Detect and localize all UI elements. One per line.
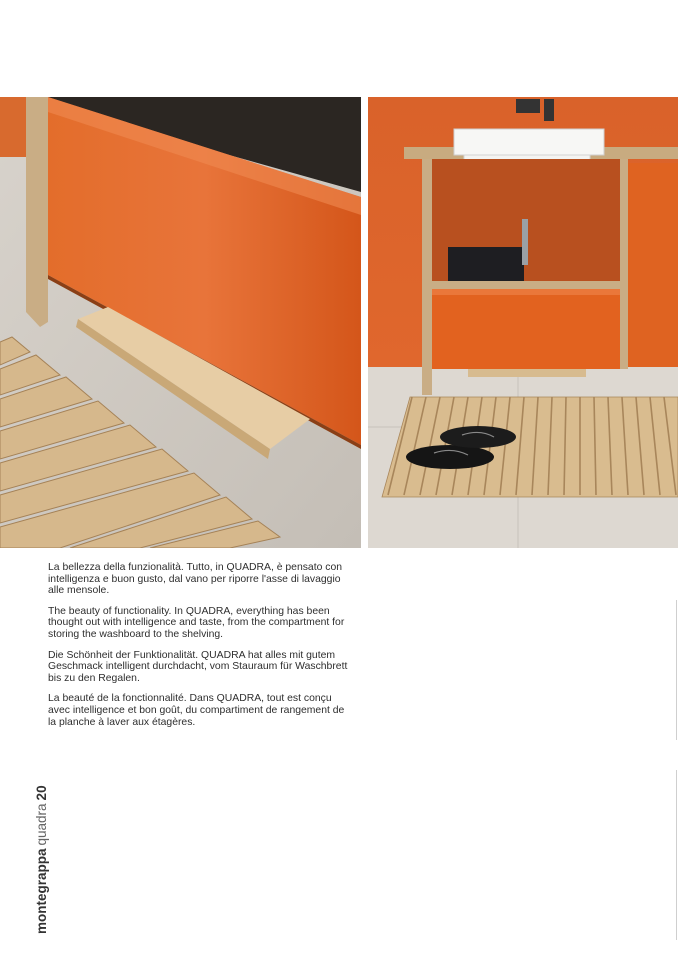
page-edge-line bbox=[676, 770, 677, 940]
paragraph-german: Die Schönheit der Funktionalität. QUADRA hat alles mit gutem Geschmack intelligent durchdacht, vom Stauraum für Waschbrett bis zu den Regalen. bbox=[48, 649, 348, 684]
photo-bathroom-cabinet bbox=[368, 97, 678, 548]
page-footer-label bbox=[34, 785, 49, 934]
paragraph-french: La beauté de la fonctionnalité. Dans QUADRA, tout est conçu avec intelligence et bon goût, du compartiment de rangement de la planche à laver aux étagères. bbox=[48, 693, 345, 728]
page-edge-line bbox=[676, 600, 677, 740]
paragraph-english: The beauty of functionality. In QUADRA, everything has been thought out with intelligence and taste, from the compartment for storing the washboard to the shelving. bbox=[48, 605, 345, 640]
photo-cabinet-closeup bbox=[0, 97, 361, 548]
caption-text-block bbox=[48, 562, 348, 737]
paragraph-italian: La bellezza della funzionalità. Tutto, in QUADRA, è pensato con intelligenza e buon gusto, dal vano per riporre l'asse di lavaggio alle mensole. bbox=[48, 562, 342, 597]
brand-name: montegrappa bbox=[34, 848, 49, 934]
product-name: quadra bbox=[34, 803, 49, 846]
page-number: 20 bbox=[34, 785, 49, 801]
